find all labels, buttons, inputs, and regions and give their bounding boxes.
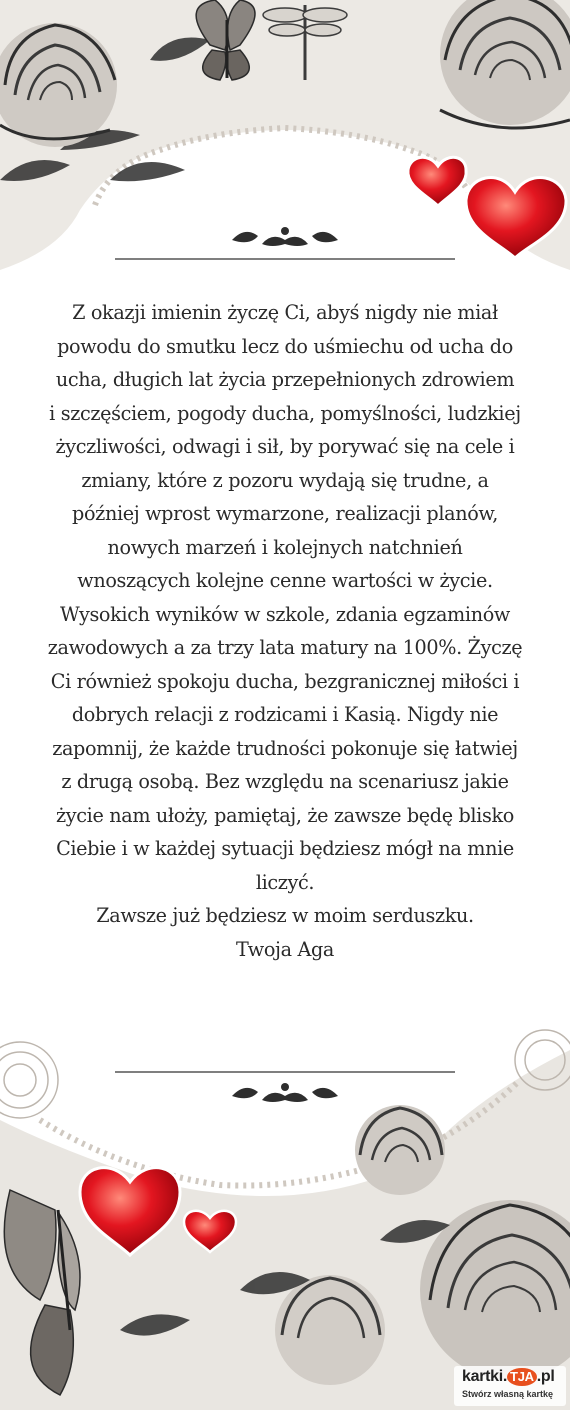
message-line: później wprost wymarzone, realizacji planów, — [72, 502, 498, 525]
message-line: nowych marzeń i kolejnych natchnień — [107, 535, 463, 559]
brand-tagline: Stwórz własną kartkę — [462, 1389, 554, 1399]
message-line: życzliwości, odwagi i sił, by porywać się na cele i — [55, 435, 515, 458]
wishes-message — [40, 296, 530, 966]
closing-line: Zawsze już będziesz w moim serduszku. — [96, 904, 474, 927]
message-line: Wysokich wyników w szkole, zdania egzaminów — [60, 602, 510, 626]
signature: Twoja Aga — [235, 937, 334, 961]
rose-icon — [355, 1105, 445, 1195]
message-line: Ciebie i w każdej sytuacji będziesz mógł na mnie — [56, 837, 514, 860]
message-line: zapomnij, że każde trudności pokonuje się łatwiej — [52, 736, 518, 760]
message-line: ucha, długich lat życia przepełnionych zdrowiem — [55, 368, 515, 391]
brand-logo[interactable] — [454, 1366, 566, 1406]
bottom-decoration — [0, 1010, 570, 1410]
message-line: Ci również spokoju ducha, bezgranicznej miłości i — [50, 669, 520, 693]
message-line: zmiany, które z pozoru wydają się trudne, a — [81, 468, 489, 492]
message-line: z drugą osobą. Bez względu na scenariusz jakie — [61, 770, 509, 793]
top-decoration — [0, 0, 570, 300]
message-line: dobrych relacji z rodzicami i Kasią. Nigdy nie — [71, 703, 499, 726]
message-line: wnoszących kolejne cenne wartości w życie. — [77, 569, 493, 592]
brand-name: kartki. TJA .pl — [462, 1368, 555, 1385]
rose-icon — [275, 1275, 385, 1385]
message-line: i szczęściem, pogody ducha, pomyślności, ludzkiej — [49, 401, 521, 425]
message-line: powodu do smutku lecz do uśmiechu od ucha do — [57, 334, 513, 358]
message-line: zawodowych a za trzy lata matury na 100%. Życzę — [47, 636, 523, 659]
message-line: liczyć. — [255, 870, 315, 894]
message-line: Z okazji imienin życzę Ci, abyś nigdy nie miał — [72, 301, 498, 324]
message-line: życie nam ułoży, pamiętaj, że zawsze będę blisko — [56, 803, 514, 827]
brand-badge: TJA — [507, 1368, 537, 1386]
